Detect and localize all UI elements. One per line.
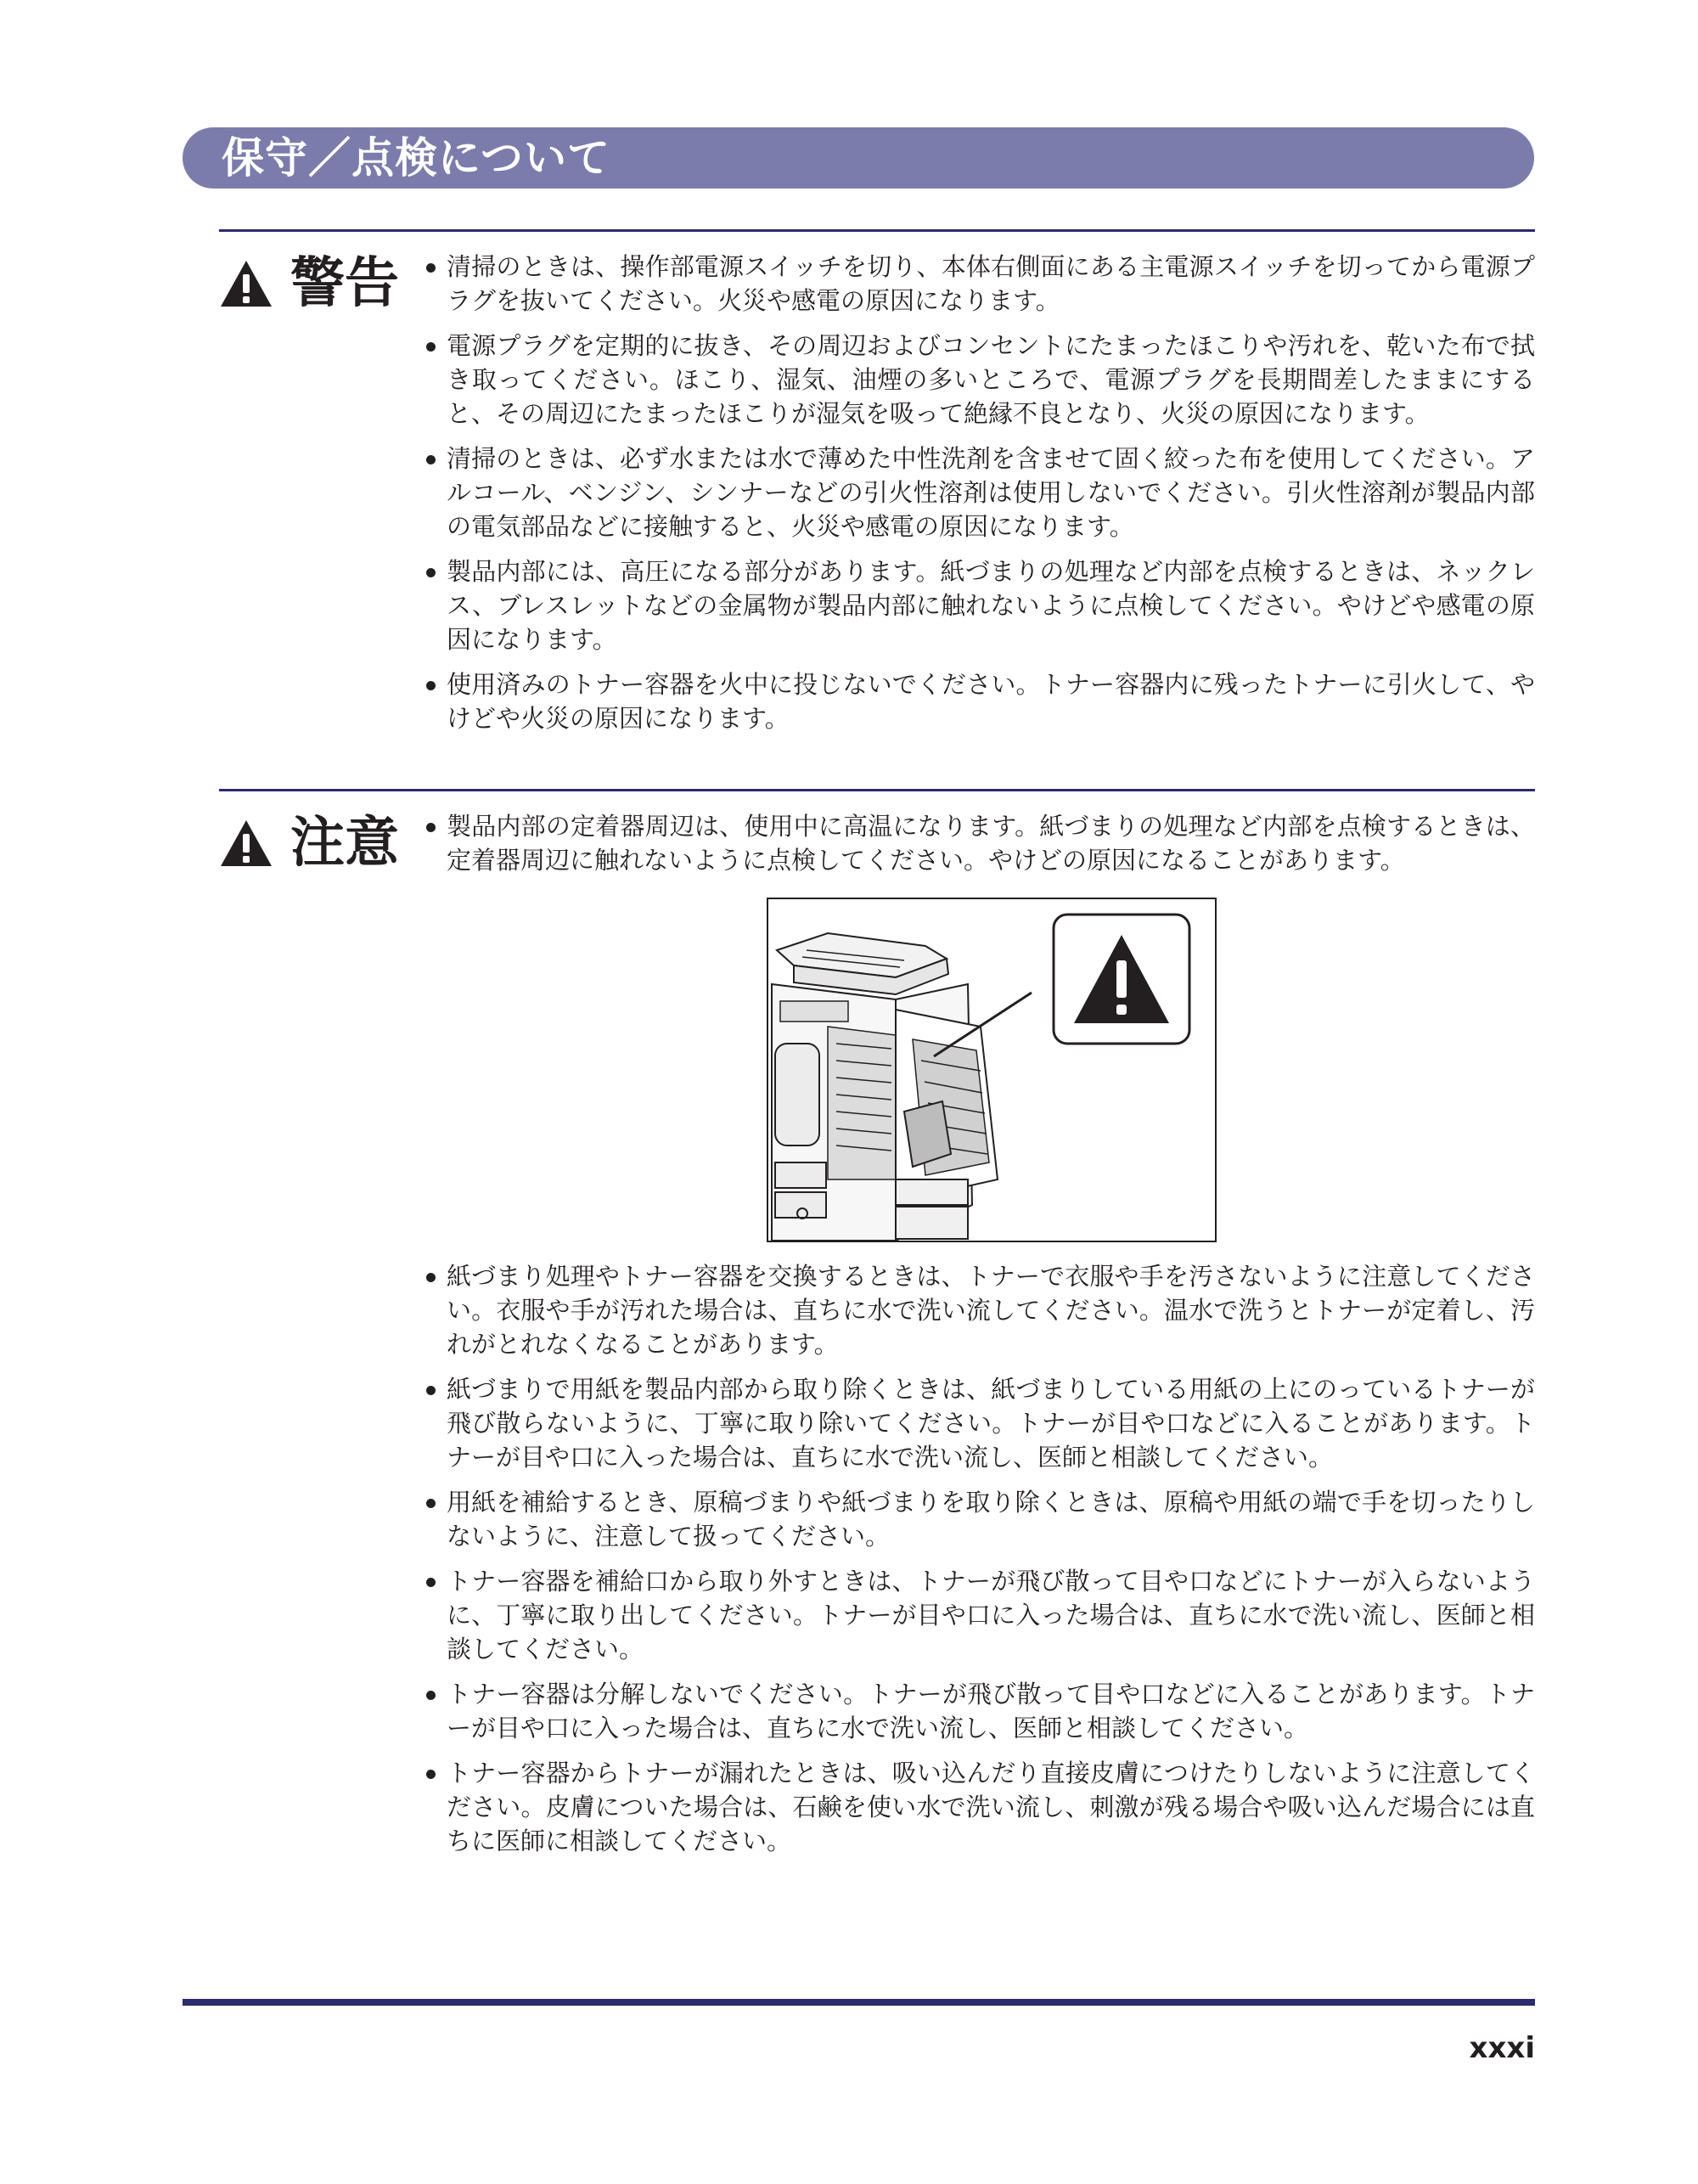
section-title-bar — [183, 127, 1534, 189]
warning-divider — [219, 229, 1535, 232]
list-item: 製品内部の定着器周辺は、使用中に高温になります。紙づまりの処理など内部を点検するときは、定着器周辺に触れないように点検してください。やけどの原因になることがあります。 — [426, 809, 1535, 877]
list-item: 使用済みのトナー容器を火中に投じないでください。トナー容器内に残ったトナーに引火して、やけどや火災の原因になります。 — [426, 667, 1535, 735]
list-item: トナー容器を補給口から取り外すときは、トナーが飛び散って目や口などにトナーが入らないように、丁寧に取り出してください。トナーが目や口に入った場合は、直ちに水で洗い流し、医師と相談してください。 — [426, 1564, 1535, 1666]
list-item: 用紙を補給するとき、原稿づまりや紙づまりを取り除くときは、原稿や用紙の端で手を切ったりしないように、注意して扱ってください。 — [426, 1485, 1535, 1553]
list-item: 製品内部には、高圧になる部分があります。紙づまりの処理など内部を点検するときは、ネックレス、ブレスレットなどの金属物が製品内部に触れないように点検してください。やけどや感電の原因になります。 — [426, 554, 1535, 656]
warning-triangle-icon — [219, 819, 273, 868]
warning-triangle-icon — [219, 259, 273, 308]
page-number: xxxi — [1469, 2031, 1535, 2065]
caution-first-list — [426, 809, 1535, 888]
footer-rule — [183, 1999, 1535, 2006]
caution-label — [219, 809, 423, 877]
warning-list — [426, 250, 1535, 746]
copier-drawing — [768, 899, 1215, 1241]
warning-label-text: 警告 — [290, 252, 399, 315]
caution-divider — [219, 789, 1535, 791]
list-item: トナー容器からトナーが漏れたときは、吸い込んだり直接皮膚につけたりしないように注意してください。皮膚についた場合は、石鹸を使い水で洗い流し、刺激が残る場合や吸い込んだ場合には直ちに医師に相談してください。 — [426, 1756, 1535, 1858]
caution-list — [426, 1259, 1535, 1869]
list-item: 清掃のときは、必ず水または水で薄めた中性洗剤を含ませて固く絞った布を使用してください。アルコール、ベンジン、シンナーなどの引火性溶剤は使用しないでください。引火性溶剤が製品内部の電気部品などに接触すると、火災や感電の原因になります。 — [426, 442, 1535, 543]
caution-label-text: 注意 — [290, 812, 399, 875]
page-title: 保守／点検について — [222, 133, 610, 183]
list-item: 紙づまりで用紙を製品内部から取り除くときは、紙づまりしている用紙の上にのっているトナーが飛び散らないように、丁寧に取り除いてください。トナーが目や口などに入ることがあります。トナーが目や口に入った場合は、直ちに水で洗い流し、医師と相談してください。 — [426, 1372, 1535, 1474]
warning-label — [219, 250, 423, 318]
copier-illustration — [767, 898, 1217, 1242]
list-item: トナー容器は分解しないでください。トナーが飛び散って目や口などに入ることがあります。トナーが目や口に入った場合は、直ちに水で洗い流し、医師と相談してください。 — [426, 1677, 1535, 1745]
list-item: 紙づまり処理やトナー容器を交換するときは、トナーで衣服や手を汚さないように注意してください。衣服や手が汚れた場合は、直ちに水で洗い流してください。温水で洗うとトナーが定着し、汚れがとれなくなることがあります。 — [426, 1259, 1535, 1361]
list-item: 清掃のときは、操作部電源スイッチを切り、本体右側面にある主電源スイッチを切ってから電源プラグを抜いてください。火災や感電の原因になります。 — [426, 250, 1535, 318]
list-item: 電源プラグを定期的に抜き、その周辺およびコンセントにたまったほこりや汚れを、乾いた布で拭き取ってください。ほこり、湿気、油煙の多いところで、電源プラグを長期間差したままにすると、その周辺にたまったほこりが湿気を吸って絶縁不良となり、火災の原因になります。 — [426, 329, 1535, 431]
